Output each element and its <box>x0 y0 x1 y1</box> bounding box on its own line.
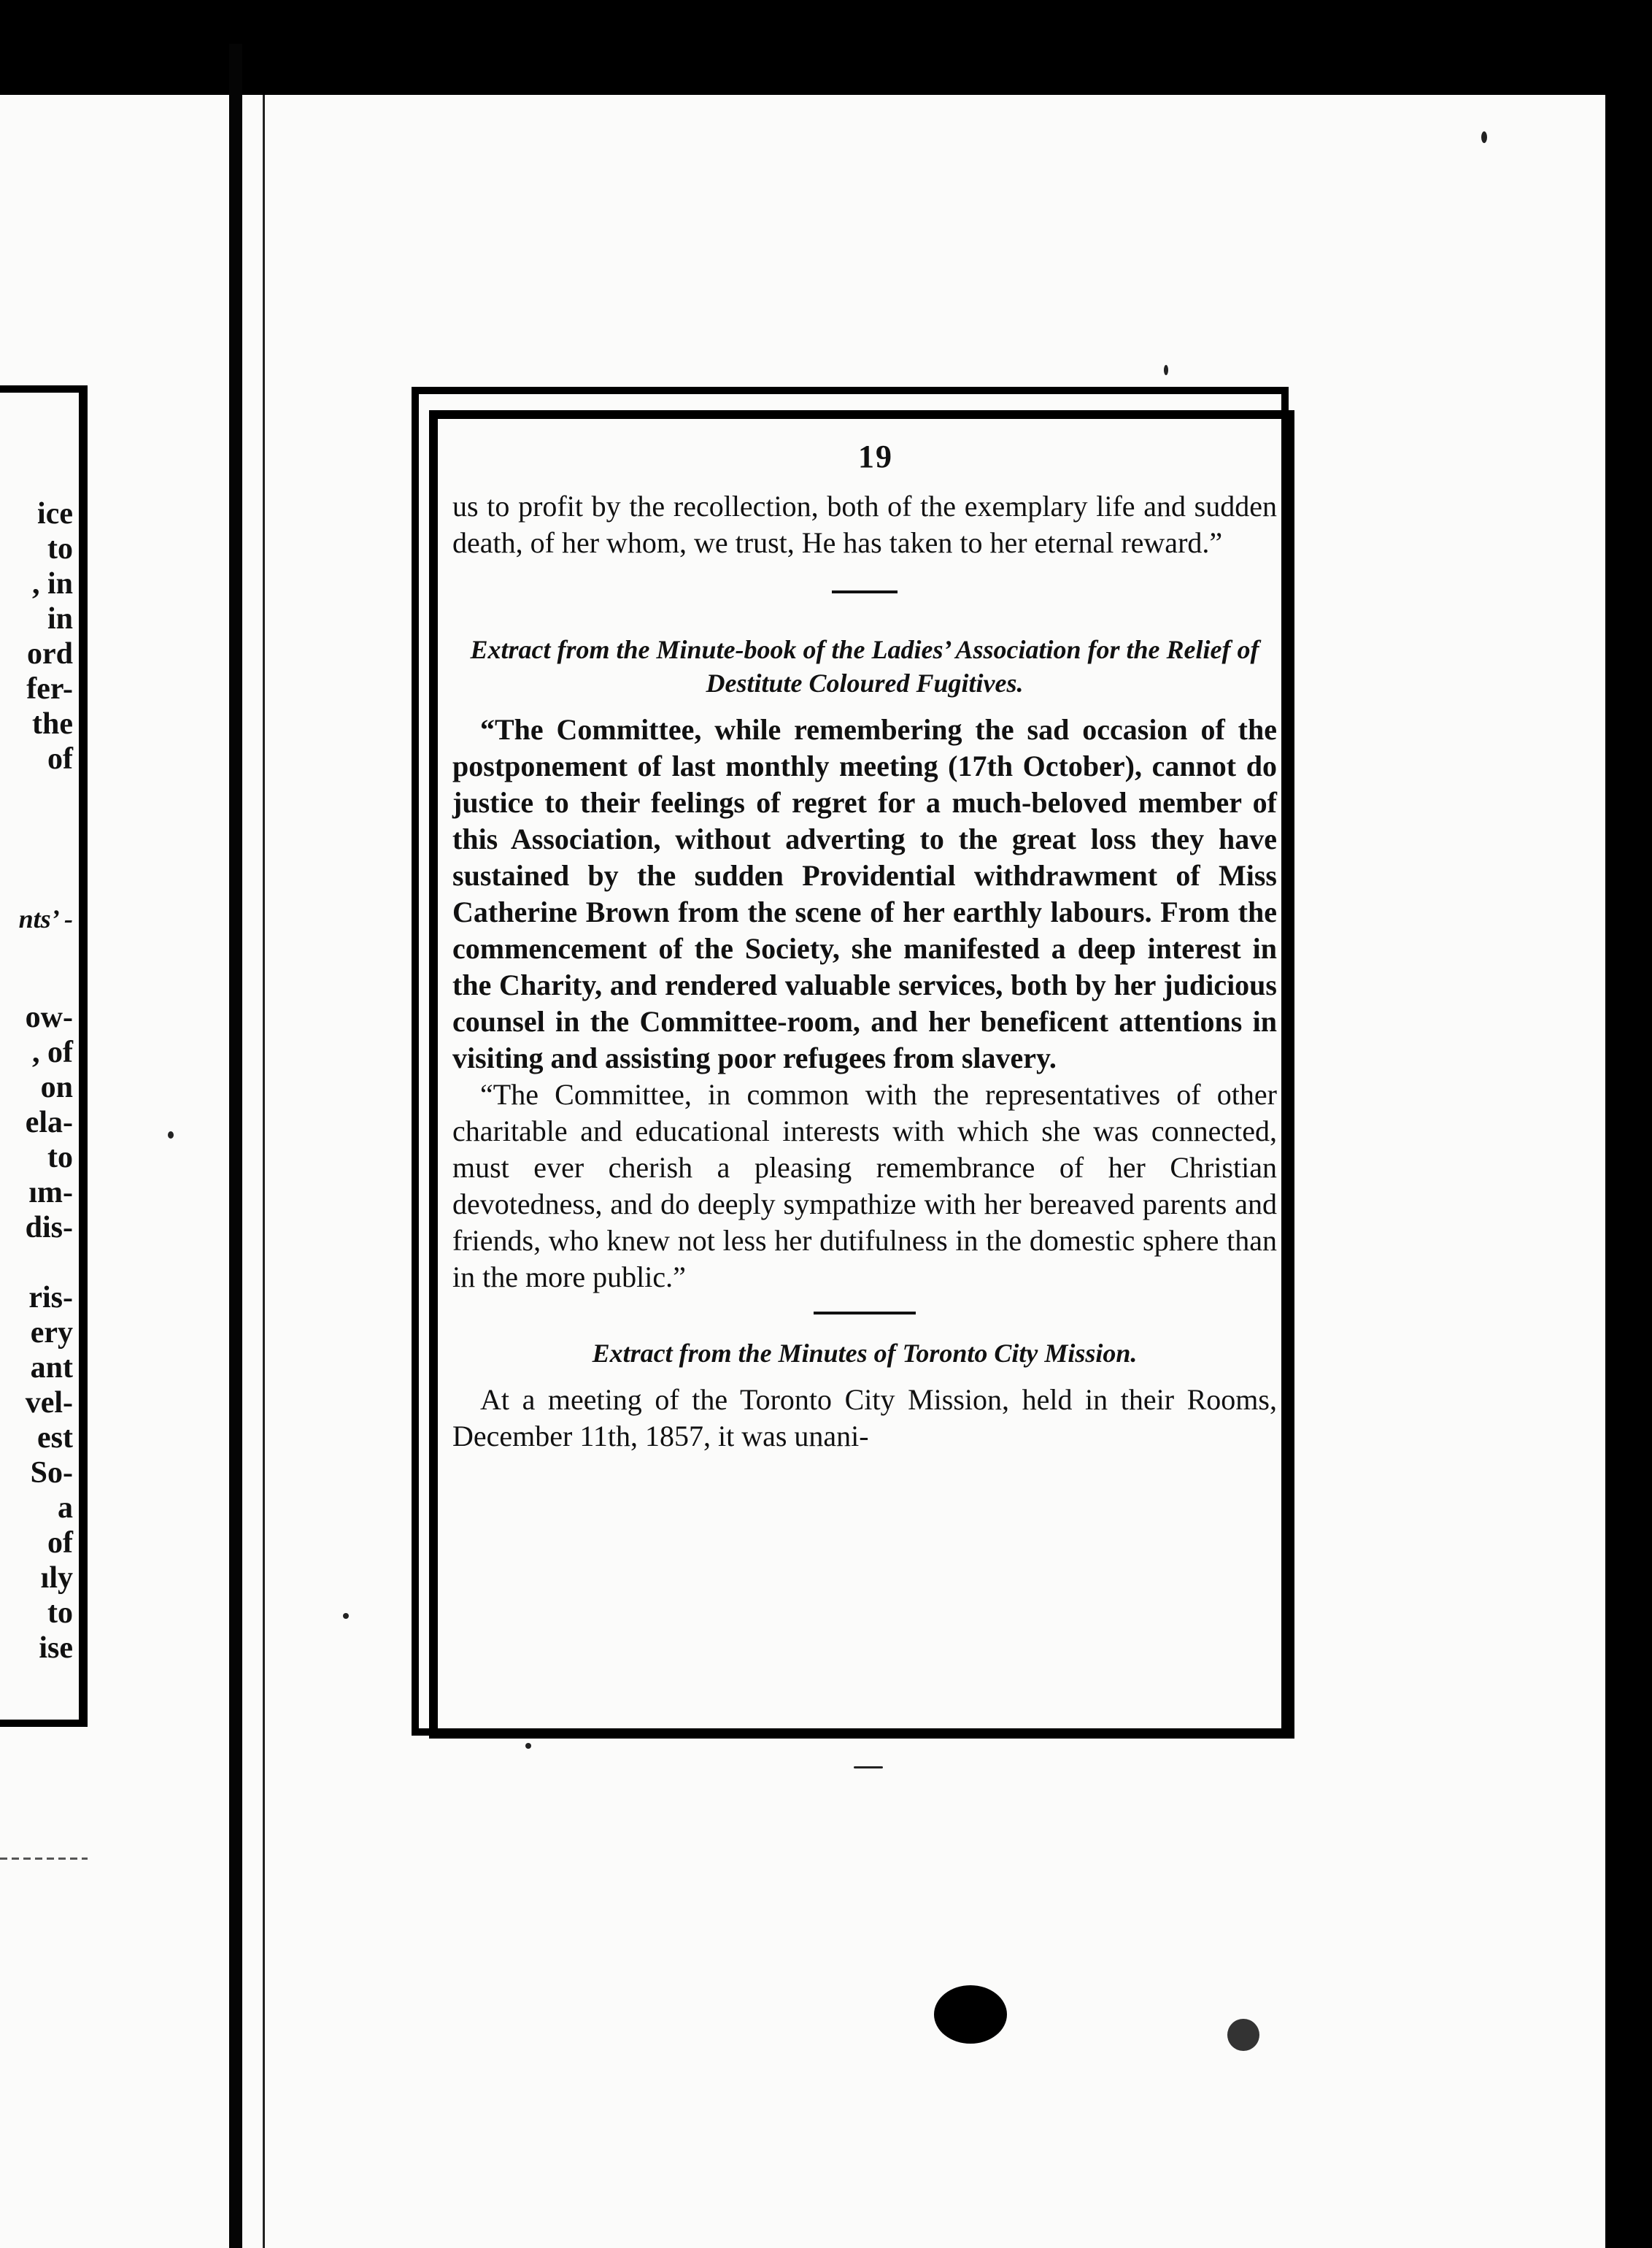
left-line: So- <box>30 1456 73 1490</box>
left-line: of <box>47 1526 73 1560</box>
left-page-text-bottom <box>0 1000 73 1666</box>
scan-speck <box>1164 365 1168 375</box>
left-line: est <box>37 1421 73 1455</box>
left-line: ris- <box>28 1281 73 1314</box>
left-line: ery <box>30 1316 73 1350</box>
left-line: on <box>40 1071 73 1104</box>
left-line: the <box>32 707 73 741</box>
scan-border-right <box>1605 0 1652 2248</box>
ink-blot <box>1227 2019 1259 2051</box>
left-line: in <box>47 602 73 636</box>
left-line: to <box>47 532 73 566</box>
left-line: ice <box>37 497 73 531</box>
opening-paragraph: us to profit by the recollection, both of the exemplary life and sudden death, of her whom, we trust, He has taken to her eternal reward.” <box>452 490 1277 559</box>
left-page-italic-line: nts’ - <box>18 904 73 934</box>
left-line: to <box>47 1141 73 1174</box>
section-heading: Extract from the Minute-book of the Ladies’ Association for the Relief of Destitute Coloured Fugitives. <box>470 635 1259 698</box>
left-line: ant <box>30 1351 73 1385</box>
scan-speck <box>1481 131 1487 143</box>
left-line: ow- <box>25 1001 73 1034</box>
left-page-dotted-rule <box>0 1858 88 1860</box>
left-line: to <box>47 1596 73 1630</box>
section-paragraph: “The Committee, while remembering the sad occasion of the postponement of last monthly meeting (17th October), cannot do justice to their feelings of regret for a much-beloved member of this Association, without adverting to the great loss they have sustained by the sudden Providential withdrawment of Miss Catherine Brown from the scene of her earthly labours. From the commencement of the Society, she manifested a deep interest in the Charity, and rendered valuable services, both by her judicious counsel in the Committee-room, and her beneficent attentions in visiting and assisting poor refugees from slavery. <box>452 713 1277 1074</box>
left-line: , of <box>32 1036 73 1069</box>
scan-speck <box>343 1613 349 1619</box>
left-line: a <box>58 1491 73 1525</box>
scan-speck <box>168 1131 174 1139</box>
left-line: fer- <box>26 672 73 706</box>
section-divider <box>832 590 898 593</box>
left-line: of <box>47 742 73 776</box>
left-line: ıly <box>40 1561 73 1595</box>
left-line: ise <box>39 1631 73 1665</box>
left-line: ım- <box>28 1176 73 1209</box>
left-line: dis- <box>25 1211 73 1244</box>
section-paragraph: “The Committee, in common with the representatives of other charitable and educational interests with which she was connected, must ever cherish a pleasing remembrance of her Christian devotedness, and do deeply sympathize with her bereaved parents and friends, who knew not less her dutifulness in the domestic sphere than in the more public.” <box>452 1078 1277 1293</box>
left-line: ela- <box>25 1106 73 1139</box>
left-line: , in <box>31 567 73 601</box>
ink-blot <box>934 1985 1007 2044</box>
page-content <box>452 438 1277 1455</box>
gutter-shadow-line <box>263 95 265 2248</box>
section-heading: Extract from the Minutes of Toronto City Mission. <box>592 1339 1138 1368</box>
left-line: ord <box>27 637 73 671</box>
left-page-text-top <box>0 496 73 777</box>
page-number: 19 <box>858 439 893 474</box>
left-line: vel- <box>25 1386 73 1420</box>
scan-speck <box>525 1743 531 1749</box>
left-line <box>0 1245 73 1280</box>
section-paragraph: At a meeting of the Toronto City Mission, held in their Rooms, December 11th, 1857, it was unani- <box>452 1383 1277 1452</box>
scan-border-top <box>0 0 1652 95</box>
book-gutter <box>229 44 242 2248</box>
scan-speck <box>854 1766 883 1768</box>
section-divider <box>814 1312 916 1314</box>
